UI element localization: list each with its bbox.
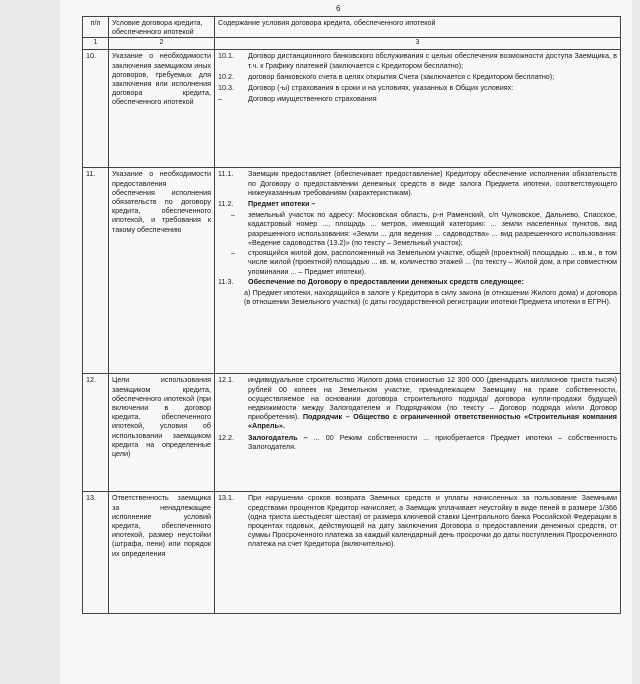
clause-11-3: 11.3. Обеспечение по Договору о предоставлении денежных средств следующее: (218, 276, 524, 286)
clause-12-2: 12.2. Залогодатель – ... 00 Режим собственности ... приобретается Предмет ипотеки – собственность Залогодателя. (218, 432, 617, 451)
page-number: 6 (336, 4, 341, 13)
clause-10-2: 10.2. договор банковского счета в целях открытия Счета (заключается с Кредитором бесплатно); (218, 71, 555, 81)
row-number: 11. (83, 168, 109, 374)
table-row (83, 374, 621, 492)
row-number: 10. (83, 50, 109, 168)
clause-12-1: 12.1. индивидуальное строительство Жилого дома стоимостью 12 300 000 (двенадцать миллионов триста тысяч) рублей 00 копеек на Земельном участке, принадлежащем Заемщику на праве собственности, осуществляемое на основании договора строительного подряда/ договора купли-продажи будущей недвижимости между Залогодателем и Подрядчиком (по тексту – Договор подряда и/или Договор приобретения). Подрядчик – Общество с ограниченной ответственностью «Строительная компания «Апрель». (218, 375, 618, 431)
clause-10-1: 10.1. Договор дистанционного банковского обслуживания с целью обеспечения возможности доступа Заемщика, в т.ч. к Графику платежей (заключается с Кредитором бесплатно); (218, 51, 617, 70)
clause-10-3: 10.3. Договор (-ы) страхования в сроки и на условиях, указанных в Общих условиях: (218, 83, 514, 93)
clause-11-2-land: – земельный участок по адресу: Московская область, р-н Раменский, с/п Чулковское, Дальнево, Спасское, кадастровый номер ..., площадь ... метров, имеющий категорию: ... земли населенных пунктов, вид разрешенного использования: «Земли ... для ведения ... садоводства» ... вид разрешенного использования: «Ведение садоводства (13.2)» (по тексту – Земельный участок); (231, 210, 617, 247)
row-condition: Указание о необходимости заключения заемщиком иных договоров, требуемых для заключения или исполнения договора кредита, обеспеченного ипотекой (109, 50, 215, 168)
index-2: 2 (109, 38, 215, 50)
table-row (83, 492, 621, 614)
index-3: 3 (215, 38, 621, 50)
row-content (215, 374, 621, 492)
clause-11-1: 11.1. Заемщик предоставляет (обеспечивает предоставление) Кредитору обеспечение исполнения обязательств по Договору о предоставлении денежных средств в виде залога Предмета ипотеки, соответствующего нижеуказанным требованиям (характеристикам). (218, 169, 617, 197)
contractor-name: Подрядчик – Общество с ограниченной ответственностью «Строительная компания «Апрель». (248, 412, 618, 431)
row-condition: Цели использования заемщиком кредита, обеспеченного ипотекой (при включении в договор кредита, обеспеченного ипотекой, условия об использовании заемщиком кредита на определенные цели) (109, 374, 215, 492)
loan-conditions-table (82, 16, 621, 614)
column-index-row (83, 38, 621, 50)
row-content (215, 492, 621, 614)
header-content: Содержание условия договора кредита, обеспеченного ипотекой (215, 17, 621, 38)
row-content (215, 168, 621, 374)
table-row (83, 168, 621, 374)
table-header-row (83, 17, 621, 38)
row-number: 12. (83, 374, 109, 492)
clause-13-1: 13.1. При нарушении сроков возврата Заемных средств и уплаты начисленных за пользование Заемными средствами процентов Кредитор начисляет, а Заемщик уплачивает неустойку в виде пеней в размере 1/366 (одна триста шестьдесят шестая) от размера ключевой ставки Центрального банка Российской Федерации в процентах годовых, действующей на дату заключения Договора о предоставлении денежных средств, от суммы Просроченного платежа за каждый календарный день просрочки до даты поступления Просроченного платежа на счет Кредитора (включительно). (218, 493, 617, 549)
clause-11-2: 11.2. Предмет ипотеки – (218, 199, 316, 209)
header-number: п/п (83, 17, 109, 38)
row-condition: Указание о необходимости предоставления обеспечения исполнения обязательств по договору кредита, обеспеченного ипотекой, и требования к такому обеспечению (109, 168, 215, 374)
index-1: 1 (83, 38, 109, 50)
header-condition: Условие договора кредита, обеспеченного ипотекой (109, 17, 215, 38)
clause-11-2-house: – строящийся жилой дом, расположенный на Земельном участке, общей (проектной) площадью ... кв.м., в том числе жилой (проектной) площадью ... кв. м, количество этажей ... (по тексту – Жилой дом, а при совместном упоминании ... – Предмет ипотеки). (231, 248, 617, 276)
clause-11-3-a: а) Предмет ипотеки, находящийся в залоге у Кредитора в силу закона (в отношении Жилого дома) и договора (в отношении Земельного участка) (с даты государственной регистрации ипотеки Предмета ипотеки в ЕГРН). (244, 288, 617, 307)
table-row (83, 50, 621, 168)
clause-11-3-title: Обеспечение по Договору о предоставлении денежных средств следующее: (248, 276, 524, 286)
row-number: 13. (83, 492, 109, 614)
row-condition: Ответственность заемщика за ненадлежащее исполнение условий кредита, обеспеченного ипотекой, размер неустойки (штрафа, пени) или порядок их определения (109, 492, 215, 614)
pledgor-label: Залогодатель – (248, 432, 308, 442)
clause-11-2-title: Предмет ипотеки – (248, 199, 316, 209)
clause-10-3-dash: – Договор имущественного страхования (218, 94, 377, 104)
row-content (215, 50, 621, 168)
